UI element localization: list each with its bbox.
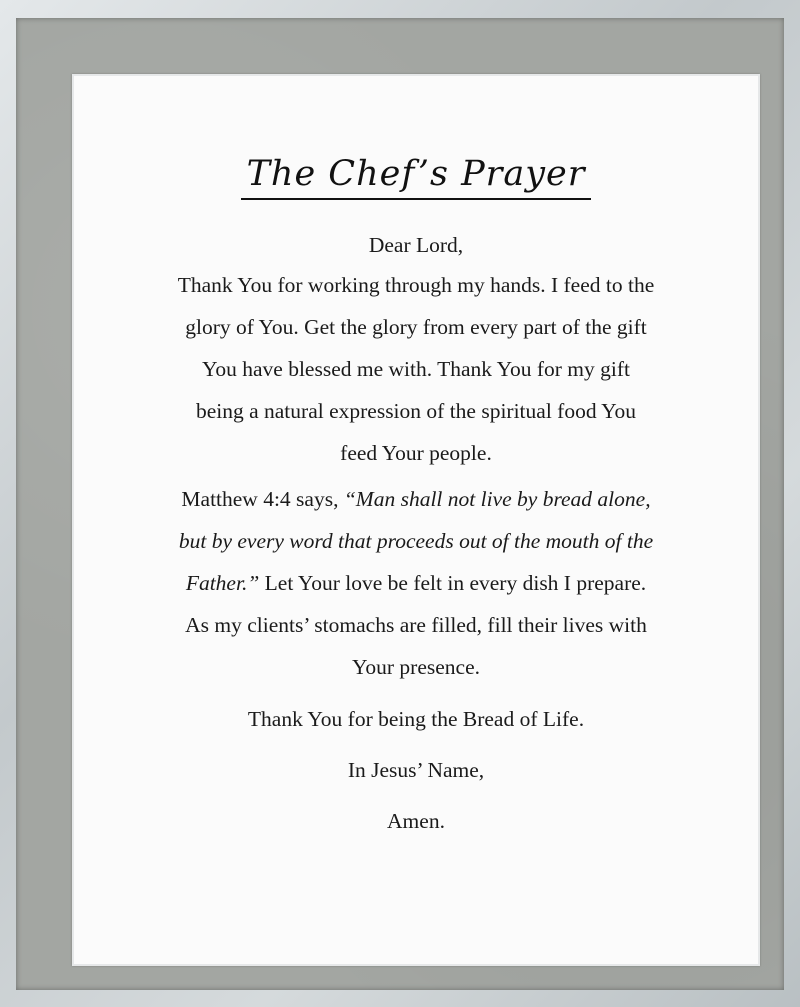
scripture-quote-part-1: “Man shall not live by bread alone, (343, 487, 651, 511)
paragraph-1-line: You have blessed me with. Thank You for my gift (201, 357, 630, 381)
paragraph-2-line-3 (134, 562, 698, 604)
closing-line-bread-of-life: Thank You for being the Bread of Life. (247, 707, 585, 731)
paragraph-1-line: Thank You for working through my hands. I feed to the (177, 273, 655, 297)
prayer-title: The Chef’s Prayer (241, 152, 592, 200)
prayer-paper (72, 74, 760, 966)
paragraph-1-line: glory of You. Get the glory from every part of the gift (185, 315, 647, 339)
closing-line-jesus-name: In Jesus’ Name, (347, 758, 485, 782)
title-block (74, 152, 758, 200)
paragraph-1-line: being a natural expression of the spiritual food You (195, 399, 637, 423)
frame-mat (16, 18, 784, 990)
paragraph-2-line-3-text: Let Your love be felt in every dish I prepare. (259, 571, 647, 595)
paragraph-1 (134, 264, 698, 474)
paragraph-2-line-1 (134, 478, 698, 520)
closing-line-amen: Amen. (387, 809, 445, 833)
scripture-reference: Matthew 4:4 says, (181, 487, 344, 511)
paragraph-2-line-4: As my clients’ stomachs are filled, fill their lives with (185, 613, 647, 637)
scripture-quote-part-2: but by every word that proceeds out of the mouth of the (178, 529, 654, 553)
paragraph-2-line-5: Your presence. (352, 655, 480, 679)
greeting: Dear Lord, (368, 233, 464, 257)
paragraph-2 (134, 478, 698, 688)
paragraph-1-line: feed Your people. (340, 441, 492, 465)
paragraph-2-line-2 (134, 520, 698, 562)
scripture-quote-part-3: Father.” (185, 571, 260, 595)
prayer-content (74, 76, 758, 964)
